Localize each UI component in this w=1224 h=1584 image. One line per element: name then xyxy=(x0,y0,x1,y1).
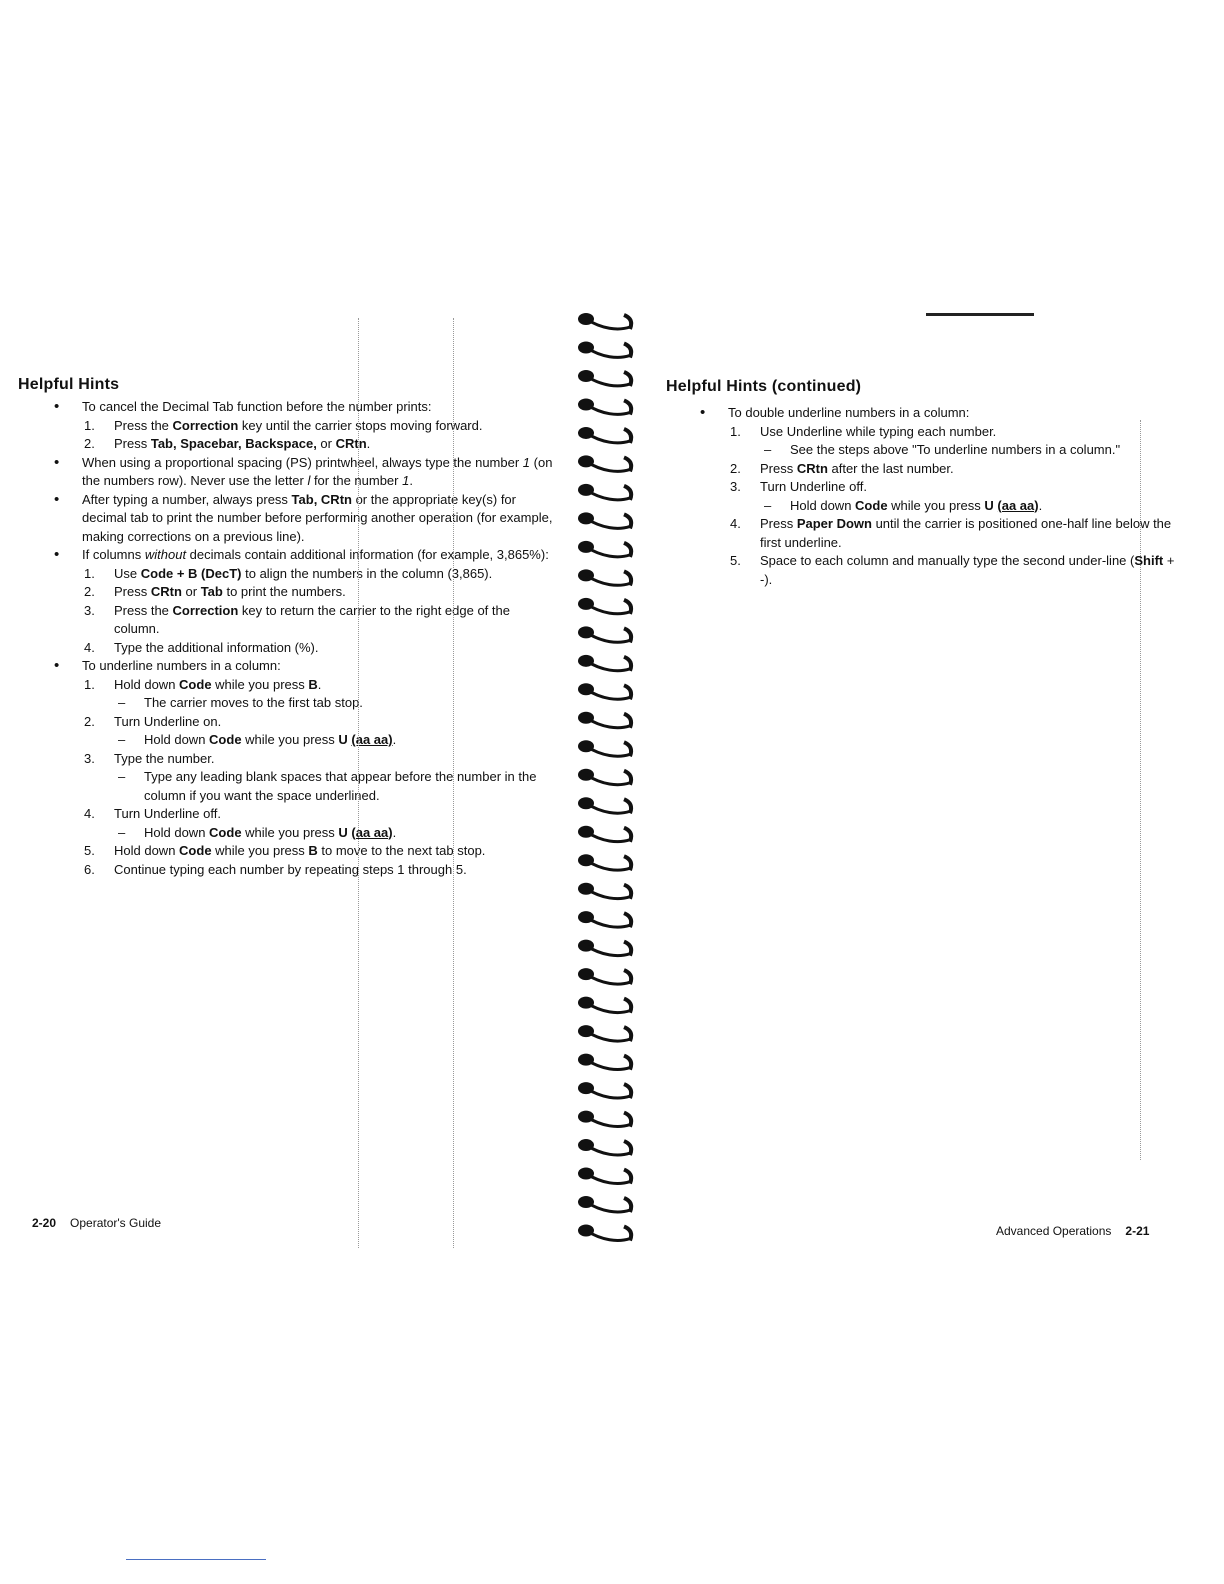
binding-coil xyxy=(578,968,631,984)
step-item: 5. Space to each column and manually type the second under-line (Shift + -). xyxy=(730,553,1175,587)
binding-coil xyxy=(578,313,631,329)
binding-coil xyxy=(578,1082,631,1098)
binding-coil xyxy=(578,1196,631,1212)
binding-coil xyxy=(578,541,631,557)
hints-content xyxy=(54,398,554,879)
hint-columns-without-decimals: • If columns without decimals contain additional information (for example, 3,865%): 1. Use Code + B (DecT) to align the numbers in the column (3,865). 2. Press CRtn or Tab to print the numbers. 3. Press the Correction key to return the carrier to the right edge of the column. 4. Type the additional information (%). xyxy=(54,546,554,657)
hints-list xyxy=(700,404,1190,589)
footer-title: Operator's Guide xyxy=(70,1216,162,1230)
binding-coil xyxy=(578,883,631,899)
binding-coil xyxy=(578,370,631,386)
step-item: 2. Turn Underline on. – Hold down Code while you press U (aa aa). xyxy=(82,713,554,750)
scan-line xyxy=(358,318,359,1248)
binding-coil xyxy=(578,1054,631,1070)
binding-coil xyxy=(578,797,631,813)
hints-list xyxy=(54,398,554,879)
step-item: 1. Use Code + B (DecT) to align the numbers in the column (3,865). xyxy=(84,565,493,581)
hint-underline-numbers: • To underline numbers in a column: 1. Hold down Code while you press B. – The carrier moves to the first tab stop. 2. Turn Underline on. – Hold down Code while you press U (aa aa). 3. Type the number. – Type any leading blank spaces that appear before the number in the column if you want the space underlined. 4. Turn Underline off. – Hold down Code while you press U (aa aa). 5. Hold down Code while you press B to move to the next tab stop. 6. Continue typing each number by repeating steps 1 through 5. xyxy=(54,657,554,879)
hint-steps xyxy=(82,676,554,880)
page-number: 2-21 xyxy=(1125,1224,1150,1238)
hint-steps xyxy=(82,417,554,454)
spiral-binding xyxy=(572,305,644,1245)
step-item: 2. Press CRtn or Tab to print the numbers. xyxy=(84,584,346,599)
page-footer xyxy=(996,1224,1149,1238)
page-heading: Helpful Hints (continued) xyxy=(666,378,862,395)
binding-coil xyxy=(578,826,631,842)
right-page xyxy=(650,0,1224,1584)
binding-coil xyxy=(578,512,631,528)
binding-coil xyxy=(578,997,631,1013)
hints-content xyxy=(700,404,1190,589)
binding-coil xyxy=(578,455,631,471)
binding-coil xyxy=(578,911,631,927)
hint-proportional-spacing: • When using a proportional spacing (PS) printwheel, always type the number 1 (on the numbers row). Never use the letter l for the number 1. xyxy=(54,454,554,491)
binding-coil xyxy=(578,1111,631,1127)
page-number: 2-20 xyxy=(32,1216,57,1230)
binding-coil xyxy=(578,598,631,614)
step-item: 4. Turn Underline off. – Hold down Code while you press U (aa aa). xyxy=(82,805,554,842)
step-item: 1. Hold down Code while you press B. – The carrier moves to the first tab stop. xyxy=(82,676,554,713)
step-item: 3. Press the Correction key to return the carrier to the right edge of the column. xyxy=(84,602,510,636)
hint-steps xyxy=(728,423,1190,590)
hint-steps xyxy=(82,565,554,658)
binding-coil xyxy=(578,626,631,642)
step-item: 1. Press the Correction key until the carrier stops moving forward. xyxy=(84,417,483,433)
hint-cancel-decimal-tab: • To cancel the Decimal Tab function before the number prints: 1. Press the Correction key until the carrier stops moving forward. 2. Press Tab, Spacebar, Backspace, or CRtn. xyxy=(54,398,554,454)
step-item: 6. Continue typing each number by repeating steps 1 through 5. xyxy=(84,861,467,877)
binding-coil xyxy=(578,769,631,785)
step-item: 3. Turn Underline off. – Hold down Code while you press U (aa aa). xyxy=(728,478,1190,515)
binding-coil xyxy=(578,1025,631,1041)
step-item: 2. Press Tab, Spacebar, Backspace, or CRtn. xyxy=(84,436,371,451)
binding-coil xyxy=(578,683,631,699)
binding-coil xyxy=(578,740,631,756)
binding-coil xyxy=(578,569,631,585)
binding-coil xyxy=(578,341,631,357)
step-item: 1. Use Underline while typing each number. – See the steps above "To underline numbers in a column." xyxy=(728,423,1190,460)
binding-coil xyxy=(578,1225,631,1241)
binding-coil xyxy=(578,1168,631,1184)
footer-title: Advanced Operations xyxy=(996,1224,1112,1238)
step-item: 4. Type the additional information (%). xyxy=(84,639,319,655)
hint-double-underline: • To double underline numbers in a column: 1. Use Underline while typing each number. – See the steps above "To underline numbers in a column." 2. Press CRtn after the last number. 3. Turn Underline off. – Hold down Code while you press U (aa aa). 4. Press Paper Down until the carrier is positioned one-half line below the first underline. 5. Space to each column and manually type the second under-line (Shift + -). xyxy=(700,404,1190,589)
binding-coil xyxy=(578,484,631,500)
binding-coil xyxy=(578,427,631,443)
page-heading: Helpful Hints xyxy=(18,376,120,393)
hint-after-typing-number: • After typing a number, always press Tab, CRtn or the appropriate key(s) for decimal tab to print the number before performing another operation (for example, making corrections on a previous line). xyxy=(54,491,554,547)
step-item: 2. Press CRtn after the last number. xyxy=(730,460,954,476)
binding-coil xyxy=(578,854,631,870)
scan-line xyxy=(453,318,454,1248)
binding-coil xyxy=(578,940,631,956)
binding-coil xyxy=(578,655,631,671)
binding-coil xyxy=(578,398,631,414)
left-page xyxy=(0,0,560,1584)
page-footer xyxy=(32,1216,161,1230)
step-item: 3. Type the number. – Type any leading blank spaces that appear before the number in the column if you want the space underlined. xyxy=(82,750,554,806)
binding-coil xyxy=(578,1139,631,1155)
step-item: 5. Hold down Code while you press B to move to the next tab stop. xyxy=(84,843,486,858)
step-item: 4. Press Paper Down until the carrier is positioned one-half line below the first underline. xyxy=(730,516,1172,550)
scan-mark xyxy=(126,1559,266,1560)
binding-coil xyxy=(578,712,631,728)
